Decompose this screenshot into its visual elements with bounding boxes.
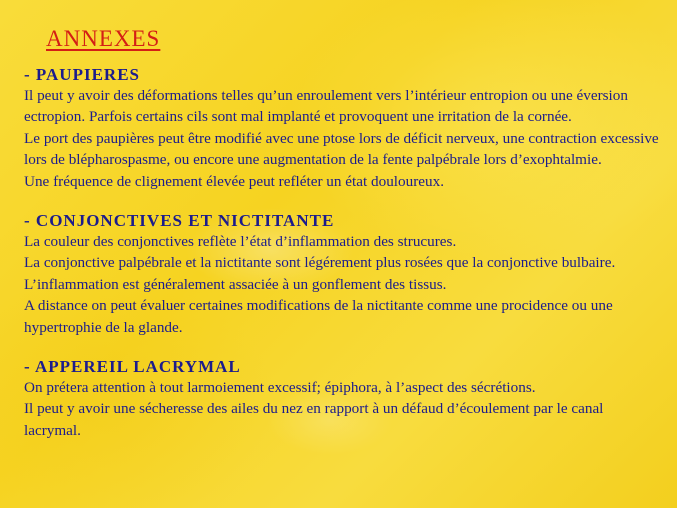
section-lacrymal	[24, 356, 664, 441]
paragraph: La couleur des conjonctives reflète l’état d’inflammation des strucures.	[24, 233, 457, 251]
slide-content	[24, 64, 664, 459]
slide-title: ANNEXES	[46, 26, 161, 51]
paragraph: Une fréquence de clignement élevée peut refléter un état douloureux.	[24, 172, 444, 190]
section-heading: - APPEREIL LACRYMAL	[24, 357, 241, 377]
paragraph: A distance on peut évaluer certaines modifications de la nictitante comme une procidence ou une hypertrophie de la glande.	[24, 297, 613, 336]
section-heading: - CONJONCTIVES ET NICTITANTE	[24, 211, 335, 231]
section-paupieres	[24, 64, 664, 192]
section-heading: - PAUPIERES	[24, 65, 140, 84]
section-conjonctives	[24, 210, 664, 338]
paragraph: Il peut y avoir une sécheresse des ailes du nez en rapport à un défaud d’écoulement par le canal lacrymal.	[24, 400, 604, 439]
paragraph: On prétera attention à tout larmoiement excessif; épiphora, à l’aspect des sécrétions.	[24, 379, 536, 397]
paragraph: Le port des paupières peut être modifié avec une ptose lors de déficit nerveux, une contraction excessive lors de blépharospasme, ou encore une augmentation de la fente palpébrale lors d’exophtalmie.	[24, 129, 659, 169]
paragraph: La conjonctive palpébrale et la nictitante sont légérement plus rosées que la conjonctive bulbaire. L’inflammation est généralement assaciée à un gonflement des tissus.	[24, 254, 616, 293]
paragraph: Il peut y avoir des déformations telles qu’un enroulement vers l’intérieur entropion ou une éversion ectropion. Parfois certains cils sont mal implanté et provoquent une irritation de la cornée.	[24, 87, 628, 126]
